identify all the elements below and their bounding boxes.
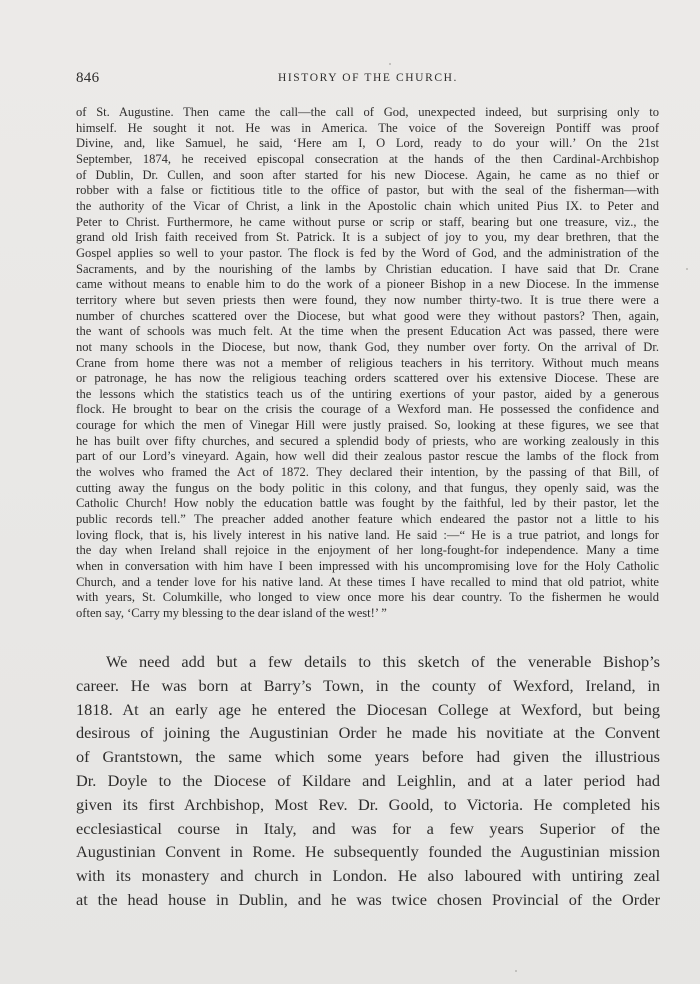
page-number: 846 [76, 70, 100, 86]
text-line: career. He was born at Barry’s Town, in the county of Wexford, Ireland, in [76, 675, 660, 695]
print-speck [686, 268, 688, 270]
text-line: of St. Augustine. Then came the call—the call of God, unexpected indeed, but surprising only to [76, 105, 659, 119]
text-line: came without means to enable him to do the work of a pioneer Bishop in a new Diocese. In the immense [76, 277, 659, 292]
text-line: loving flock, that is, his lively interest in his native land. He said :—“ He is a true patriot, and longs for [76, 527, 659, 542]
text-line: ecclesiastical course in Italy, and was for a few years Superior of the [76, 818, 660, 838]
text-line: given its first Archbishop, Most Rev. Dr. Goold, to Victoria. He completed his [76, 794, 660, 814]
print-speck [389, 63, 391, 65]
text-line: We need add but a few details to this sketch of the venerable Bishop’s [106, 652, 660, 671]
text-line: the authority of the Vicar of Christ, a link in the Apostolic chain which united Pius IX. to Peter and [76, 198, 659, 213]
text-line: of Grantstown, the same which some years before had given the illustrious [76, 747, 660, 767]
text-line: the want of schools was much felt. At the time when the present Education Act was passed, there were [76, 324, 659, 339]
text-line: Church, and a tender love for his native land. At these times I have recalled to mind that old patriot, white [76, 574, 659, 589]
text-line: at the head house in Dublin, and he was twice chosen Provincial of the Order [76, 889, 660, 909]
text-line: part of our Lord’s vineyard. Again, how well did their zealous pastor rescue the lambs of the flock from [76, 449, 659, 464]
text-line: himself. He sought it not. He was in America. The voice of the Sovereign Pontiff was proof [76, 120, 659, 135]
text-line: Gospel applies so well to your pastor. The flock is fed by the Word of God, and the administration of the [76, 245, 659, 260]
text-line: cutting away the fungus on the body politic in this colony, and that fungus, they openly said, was the [76, 480, 659, 495]
text-line: not many schools in the Diocese, but now, thank God, they number over forty. On the arrival of Dr. [76, 339, 659, 354]
text-line: Augustinian Convent in Rome. He subsequently founded the Augustinian mission [76, 842, 660, 862]
text-line: flock. He brought to bear on the crisis the courage of a Wexford man. He possessed the confidence and [76, 402, 659, 417]
text-line: or patronage, he has now the religious teaching orders scattered over his extensive Diocese. These are [76, 371, 659, 386]
text-line: Sacraments, and by the nourishing of the lambs by Christian education. I have said that Dr. Crane [76, 261, 659, 276]
text-line: when in conversation with him have I been impressed with his uncompromising love for the Holy Catholic [76, 559, 659, 574]
text-line: September, 1874, he received episcopal consecration at the hands of the then Cardinal-Archbishop [76, 151, 659, 166]
text-line: Catholic Church! How nobly the education battle was fought by the faithful, led by their pastor, let the [76, 496, 659, 511]
print-speck [515, 970, 517, 972]
text-line: territory where but seven priests then were found, they now number thirty-two. It is true there were a [76, 292, 659, 307]
page-header [76, 70, 660, 90]
quoted-sermon-paragraph [76, 105, 659, 622]
text-line: number of churches scattered over the Diocese, but what good were they without pastors? Then, again, [76, 308, 659, 323]
text-line: he has built over fifty churches, and secured a splendid body of priests, who are working zealously in this [76, 433, 659, 448]
text-line: robber with a false or fictitious title to the office of pastor, but with the seal of the fisherman—with [76, 183, 659, 198]
text-line: Peter to Christ. Furthermore, he came without purse or scrip or staff, bearing but one treasure, viz., the [76, 214, 659, 229]
text-line: grand old Irish faith received from St. Patrick. It is a subject of joy to you, my dear brethren, that the [76, 230, 659, 245]
text-line: the lessons which the statistics teach us of the untiring exertions of your pastor, aided by a generous [76, 386, 659, 401]
text-line: Crane from home there was not a member of religious teachers in his territory. Without much means [76, 355, 659, 370]
text-line: with years, St. Columkille, who longed to view once more his dear country. To the fishermen he would [76, 590, 659, 605]
text-line: of Dublin, Dr. Cullen, and soon after started for his new Diocese. Again, he came as no thief or [76, 167, 659, 182]
text-line: Dr. Doyle to the Diocese of Kildare and Leighlin, and at a later period had [76, 770, 660, 790]
text-line: courage for which the men of Vinegar Hill were justly praised. So, looking at these figures, we see that [76, 418, 659, 433]
text-line: the day when Ireland shall rejoice in the enjoyment of her long-fought-for independence. Many a time [76, 543, 659, 558]
text-line: the wolves who framed the Act of 1872. They declared their intention, by the passing of that Bill, of [76, 465, 659, 480]
text-line: with its monastery and church in London. He also laboured with untiring zeal [76, 866, 660, 886]
text-line: often say, ‘Carry my blessing to the dear island of the west!’ ” [76, 606, 387, 620]
text-line: public records tell.” The preacher added another feature which endeared the pastor not a little to his [76, 512, 659, 527]
text-line: Divine, and, like Samuel, he said, ‘Here am I, O Lord, ready to do your will.’ On the 21st [76, 136, 659, 151]
text-line: 1818. At an early age he entered the Diocesan College at Wexford, but being [76, 699, 660, 719]
biography-paragraph [76, 650, 660, 912]
running-head: HISTORY OF THE CHURCH. [277, 72, 459, 84]
text-line: desirous of joining the Augustinian Order he made his novitiate at the Convent [76, 723, 660, 743]
